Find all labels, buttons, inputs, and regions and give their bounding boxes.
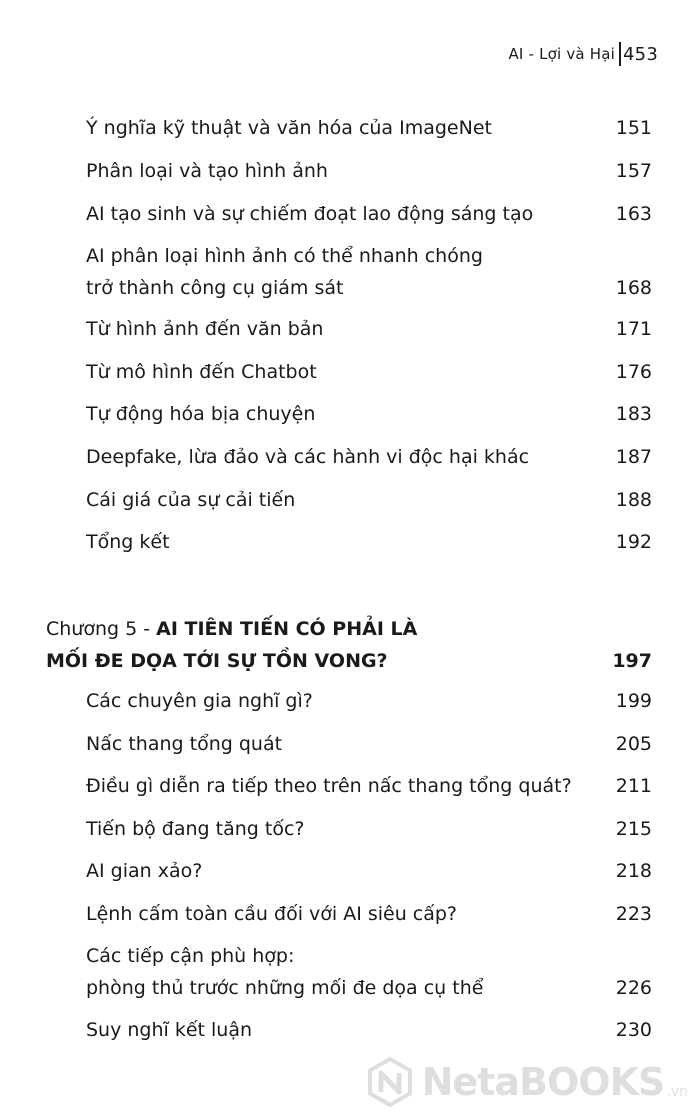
toc-entry[interactable]	[86, 313, 652, 345]
toc-entry-page: 171	[615, 318, 652, 340]
toc-entry-page: 215	[615, 818, 652, 840]
toc-entry-title: Các chuyên gia nghĩ gì?	[86, 690, 313, 712]
toc-entry[interactable]	[86, 685, 652, 717]
toc-entry[interactable]	[86, 770, 652, 802]
toc-entry-page: 223	[615, 903, 652, 925]
toc-entry[interactable]	[86, 398, 652, 430]
toc-entry[interactable]	[86, 813, 652, 845]
toc-entry[interactable]	[86, 441, 652, 473]
toc-entry[interactable]	[86, 112, 652, 144]
toc-entry[interactable]	[86, 728, 652, 760]
watermark	[364, 1056, 688, 1108]
chapter-heading[interactable]	[46, 613, 652, 677]
toc-entry-title: Ý nghĩa kỹ thuật và văn hóa của ImageNet	[86, 117, 492, 139]
toc-entry-page: 151	[615, 117, 652, 139]
chapter-page: 197	[612, 650, 652, 672]
toc-entry[interactable]	[86, 855, 652, 887]
toc-entry[interactable]	[86, 484, 652, 516]
toc-entry-page: 218	[615, 860, 652, 882]
running-title: AI - Lợi và Hại	[508, 45, 616, 63]
toc-entry-title: Tiến bộ đang tăng tốc?	[86, 818, 305, 840]
toc-entry[interactable]	[86, 526, 652, 558]
page-number: 453	[623, 43, 658, 65]
chapter-title-line2: MỐI ĐE DỌA TỚI SỰ TỒN VONG?	[46, 650, 388, 672]
toc-entry[interactable]	[86, 356, 652, 388]
toc-entry-title: Lệnh cấm toàn cầu đối với AI siêu cấp?	[86, 903, 458, 925]
watermark-brand: NetaBOOKS	[421, 1060, 665, 1104]
toc-entry[interactable]	[86, 198, 652, 230]
toc-entry[interactable]	[86, 1014, 652, 1046]
toc-entry-page: 230	[615, 1019, 652, 1041]
toc-entry-title: AI gian xảo?	[86, 860, 203, 882]
toc-entry-page: 226	[615, 977, 652, 999]
toc-entry-page: 211	[615, 775, 652, 797]
toc-entry-title: Điều gì diễn ra tiếp theo trên nấc thang tổng quát?	[86, 775, 572, 797]
toc-entry-title-line1: Các tiếp cận phù hợp:	[86, 945, 295, 967]
watermark-suffix: .vn	[666, 1084, 688, 1100]
toc-entry-page: 163	[615, 203, 652, 225]
toc-entry-title: Suy nghĩ kết luận	[86, 1019, 253, 1041]
toc-entry-page: 199	[615, 690, 652, 712]
toc-entry-title: AI tạo sinh và sự chiếm đoạt lao động sáng tạo	[86, 203, 534, 225]
toc-entry-title-line2: trở thành công cụ giám sát	[86, 277, 344, 299]
toc-entry-page: 176	[615, 361, 652, 383]
toc-entry-page: 205	[615, 733, 652, 755]
toc-entry-page: 183	[615, 403, 652, 425]
toc-entry-page: 157	[615, 160, 652, 182]
toc-entry-title: Tổng kết	[86, 531, 170, 553]
toc-entry[interactable]	[86, 155, 652, 187]
header-divider	[619, 42, 621, 66]
toc-entry-title: Nấc thang tổng quát	[86, 733, 283, 755]
netabooks-logo-icon	[364, 1056, 416, 1108]
toc-entry-title: Từ mô hình đến Chatbot	[86, 361, 317, 383]
toc-entry-title-line1: AI phân loại hình ảnh có thể nhanh chóng	[86, 245, 483, 267]
toc-entry-page: 192	[615, 531, 652, 553]
toc-entry-title: Tự động hóa bịa chuyện	[86, 403, 316, 425]
chapter-heading-line1	[46, 613, 652, 645]
toc-entry[interactable]	[86, 898, 652, 930]
chapter-prefix: Chương 5 -	[46, 618, 157, 640]
running-header	[508, 42, 658, 66]
toc-entry[interactable]	[86, 240, 652, 304]
toc-entry-title: Phân loại và tạo hình ảnh	[86, 160, 328, 182]
toc-entry-page: 188	[615, 489, 652, 511]
toc-entry-title: Deepfake, lừa đảo và các hành vi độc hại khác	[86, 446, 530, 468]
toc-entry-page: 187	[615, 446, 652, 468]
toc-entry-page: 168	[615, 277, 652, 299]
toc-entry-title: Cái giá của sự cải tiến	[86, 489, 296, 511]
toc-entry-title-line2: phòng thủ trước những mối đe dọa cụ thể	[86, 977, 484, 999]
toc-entry-title: Từ hình ảnh đến văn bản	[86, 318, 324, 340]
chapter-title-line1: AI TIÊN TIẾN CÓ PHẢI LÀ	[156, 618, 418, 640]
toc-entry[interactable]	[86, 940, 652, 1004]
